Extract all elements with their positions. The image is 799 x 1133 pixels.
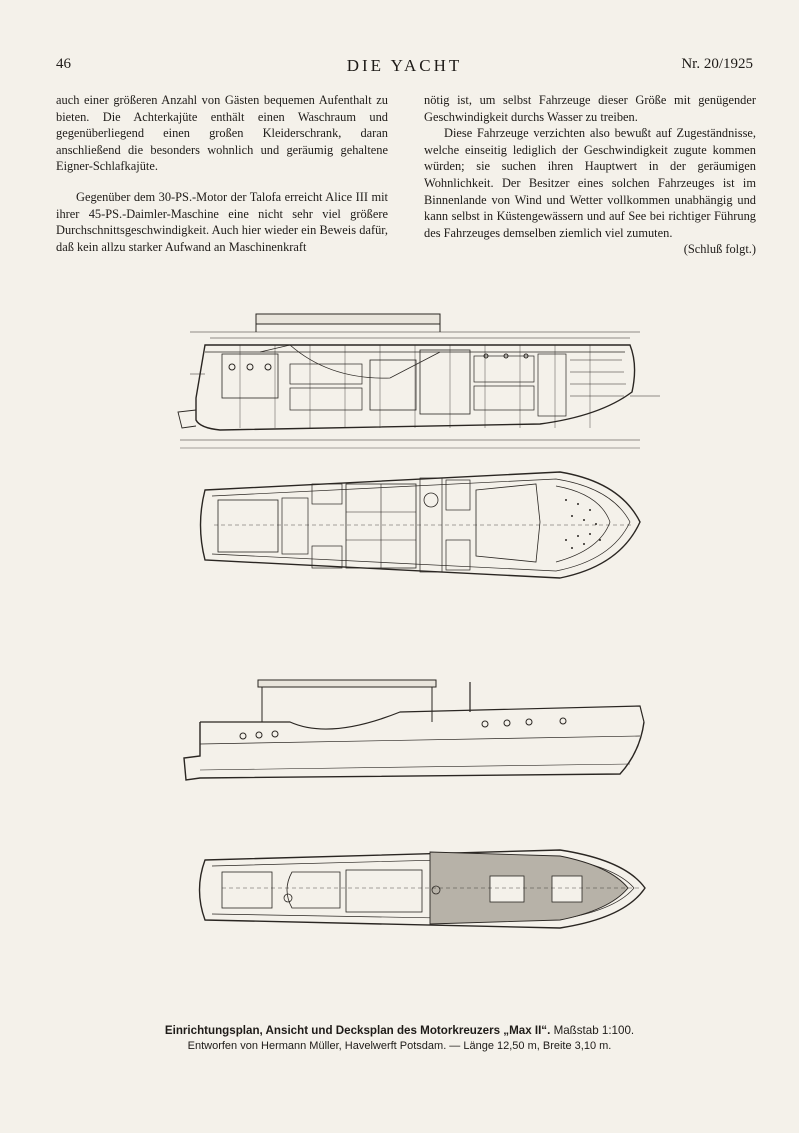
paragraph: Gegenüber dem 30-PS.-Motor der Talofa erreicht Alice III mit ihrer 45-PS.-Daimler-Maschine eine nicht sehr viel größere Durchschnittsgeschwindigkeit. Auch hier wieder ein Beweis dafür, daß kein allzu starker Aufwand an Maschinenkraft xyxy=(56,189,388,254)
paragraph: nötig ist, um selbst Fahrzeuge dieser Größe mit genügender Geschwindigkeit durchs Wasser zu treiben. xyxy=(424,93,756,124)
section-plan xyxy=(178,314,660,448)
side-elevation xyxy=(184,680,644,780)
paragraph-text: Diese Fahrzeuge verzichten also bewußt auf Zugeständnisse, welche einseitig lediglich der Geschwindigkeit zugute kommen würden; sie suchen ihren Hauptwert in der geräumigen Wohnlichkeit. Der Besitzer eines solchen Fahrzeuges ist im Binnenlande von Wind und Wetter vollkommen unabhängig und kann selbst in Küstengewässern und auf See bei richtiger Führung des Fahrzeuges demselben ziemlich viel zumuten. xyxy=(424,126,756,240)
continued-note: (Schluß folgt.) xyxy=(683,242,756,257)
journal-title: DIE YACHT xyxy=(346,56,463,75)
interior-floor-plan xyxy=(201,472,641,578)
caption-title: Einrichtungsplan, Ansicht und Decksplan des Motorkreuzers „Max II“. xyxy=(164,1024,551,1037)
deck-plan xyxy=(200,850,646,928)
paragraph: auch einer größeren Anzahl von Gästen bequemen Aufenthalt zu bieten. Die Achterkajüte enthält einen Waschraum und gegenüberliegend einen großen Kleiderschrank, daran anschließend die besonders wohnlich und geräumig gehaltene Eigner-Schlafkajüte. xyxy=(56,93,388,174)
caption-scale: Maßstab 1:100. xyxy=(553,1024,635,1037)
page-number: 46 xyxy=(56,56,71,72)
figure-caption xyxy=(0,1024,799,1052)
caption-line-1 xyxy=(0,1024,799,1037)
issue-number: Nr. 20/1925 xyxy=(681,56,753,72)
caption-line-2: Entworfen von Hermann Müller, Havelwerft Potsdam. — Länge 12,50 m, Breite 3,10 m. xyxy=(187,1040,612,1052)
